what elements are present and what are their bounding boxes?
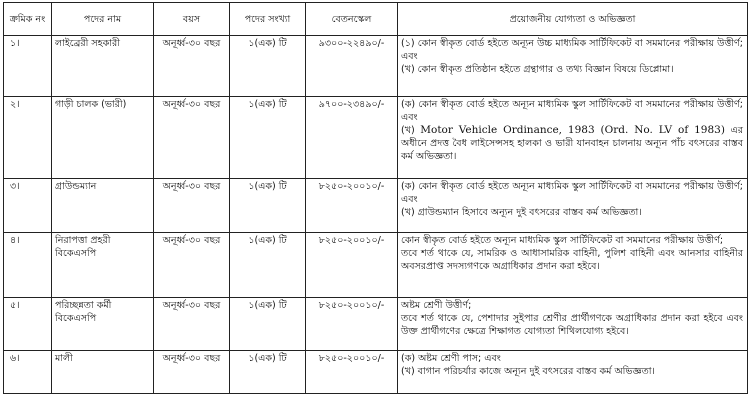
row-age: অনূর্ধ্ব-৩০ বছর	[154, 179, 230, 233]
table-row	[4, 233, 748, 298]
row-qualification	[398, 351, 748, 394]
qualification-line: কোন স্বীকৃত বোর্ড হইতে অন্যূন মাধ্যমিক স্কুল সার্টিফিকেট বা সমমানের পরীক্ষায় উত্তীর্ণ;	[401, 235, 724, 246]
job-table	[3, 2, 748, 394]
row-serial: ৪।	[4, 233, 52, 298]
header-post-count: পদের সংখ্যা	[230, 3, 306, 36]
table-row	[4, 351, 748, 394]
row-pay-scale: ৮২৫০-২০০১০/-	[306, 233, 398, 298]
table-row	[4, 298, 748, 351]
qualification-line: অষ্টম শ্রেণী উত্তীর্ণ;	[401, 300, 472, 311]
row-age: অনূর্ধ্ব-৩০ বছর	[154, 97, 230, 179]
row-post-name: গাড়ী চালক (ভারী)	[52, 97, 154, 179]
qualification-line: (খ) কোন স্বীকৃত প্রতিষ্ঠান হইতে গ্রন্থাগার ও তথ্য বিজ্ঞান বিষয়ে ডিপ্লোমা।	[401, 64, 674, 75]
row-serial: ২।	[4, 97, 52, 179]
row-serial: ৬।	[4, 351, 52, 394]
row-age: অনূর্ধ্ব-৩০ বছর	[154, 351, 230, 394]
row-post-name: নিরাপত্তা প্রহরী বিকেএসপি	[52, 233, 154, 298]
row-post-count: ১(এক) টি	[230, 233, 306, 298]
row-qualification	[398, 36, 748, 97]
row-post-name: মালী	[52, 351, 154, 394]
row-qualification	[398, 233, 748, 298]
row-post-name: লাইব্রেরী সহকারী	[52, 36, 154, 97]
row-pay-scale: ৯৩০০-২২৪৯০/-	[306, 36, 398, 97]
row-age: অনূর্ধ্ব-৩০ বছর	[154, 298, 230, 351]
header-pay-scale: বেতনস্কেল	[306, 3, 398, 36]
qualification-line: (খ) গ্রাউন্ডম্যান হিসাবে অন্যূন দুই বৎসরের বাস্তব কর্ম অভিজ্ঞতা।	[401, 207, 642, 218]
row-age: অনূর্ধ্ব-৩০ বছর	[154, 36, 230, 97]
header-row	[4, 3, 748, 36]
qualification-line: (খ) বাগান পরিচর্যার কাজে অন্যূন দুই বৎসরের বাস্তব কর্ম অভিজ্ঞতা।	[401, 366, 655, 377]
row-post-count: ১(এক) টি	[230, 298, 306, 351]
header-qualification: প্রয়োজনীয় যোগ্যতা ও অভিজ্ঞতা	[398, 3, 748, 36]
row-pay-scale: ৮২৫০-২০০১০/-	[306, 351, 398, 394]
table-row	[4, 97, 748, 179]
row-serial: ৫।	[4, 298, 52, 351]
row-pay-scale: ৯৭০০-২৩৪৯০/-	[306, 97, 398, 179]
header-post-name: পদের নাম	[52, 3, 154, 36]
row-serial: ৩।	[4, 179, 52, 233]
row-qualification	[398, 97, 748, 179]
row-age: অনূর্ধ্ব-৩০ বছর	[154, 233, 230, 298]
row-post-count: ১(এক) টি	[230, 179, 306, 233]
qualification-line: (ক) কোন স্বীকৃত বোর্ড হইতে অন্যূন মাধ্যমিক স্কুল সার্টিফিকেট বা সমমানের পরীক্ষায় উত্তীর্ণ; এবং	[401, 181, 743, 205]
qualification-text: এর অধীনে প্রদত্ত বৈধ লাইসেন্সসহ হালকা ও ভারী যানবাহন চালনায় অন্যূন পাঁচ বৎসরের বাস্তব কর্ম অভিজ্ঞতা।	[401, 125, 743, 162]
row-post-count: ১(এক) টি	[230, 36, 306, 97]
qualification-line: তবে শর্ত থাকে যে, পেশাদার সুইপার শ্রেণীর প্রার্থীগণকে অগ্রাধিকার প্রদান করা হইবে এবং উক্ত প্রার্থীগণের ক্ষেত্রে শিক্ষাগত যোগ্যতা শিথিলযোগ্য হইবে।	[401, 313, 743, 337]
row-pay-scale: ৮২৫০-২০০১০/-	[306, 179, 398, 233]
row-pay-scale: ৮২৫০-২০০১০/-	[306, 298, 398, 351]
qualification-line	[401, 124, 743, 163]
qualification-line: (ক) অষ্টম শ্রেণী পাস; এবং	[401, 353, 501, 364]
row-qualification	[398, 179, 748, 233]
qualification-line: (ক) কোন স্বীকৃত বোর্ড হইতে অন্যূন মাধ্যমিক স্কুল সার্টিফিকেট বা সমমানের পরীক্ষায় উত্তীর্ণ; এবং	[401, 99, 743, 123]
header-age: বয়স	[154, 3, 230, 36]
qualification-prefix: (খ)	[401, 125, 415, 136]
table-row	[4, 179, 748, 233]
row-serial: ১।	[4, 36, 52, 97]
row-post-count: ১(এক) টি	[230, 351, 306, 394]
qualification-line: তবে শর্ত থাকে যে, সামরিক ও আধাসামরিক বাহিনী, পুলিশ বাহিনী এবং আনসার বাহিনীর অবসরপ্রাপ্ত সদস্যগণকে অগ্রাধিকার প্রদান করা হইবে।	[401, 248, 743, 272]
row-qualification	[398, 298, 748, 351]
ordinance-reference: Motor Vehicle Ordinance, 1983 (Ord. No. LV of 1983)	[420, 124, 725, 136]
row-post-count: ১(এক) টি	[230, 97, 306, 179]
header-serial: ক্রমিক নং	[4, 3, 52, 36]
qualification-line: (১) কোন স্বীকৃত বোর্ড হইতে অন্যূন উচ্চ মাধ্যমিক সার্টিফিকেট বা সমমানের পরীক্ষায় উত্তীর্ণ; এবং	[401, 38, 743, 62]
table-row	[4, 36, 748, 97]
row-post-name: পরিচ্ছন্নতা কর্মী বিকেএসপি	[52, 298, 154, 351]
row-post-name: গ্রাউন্ডম্যান	[52, 179, 154, 233]
